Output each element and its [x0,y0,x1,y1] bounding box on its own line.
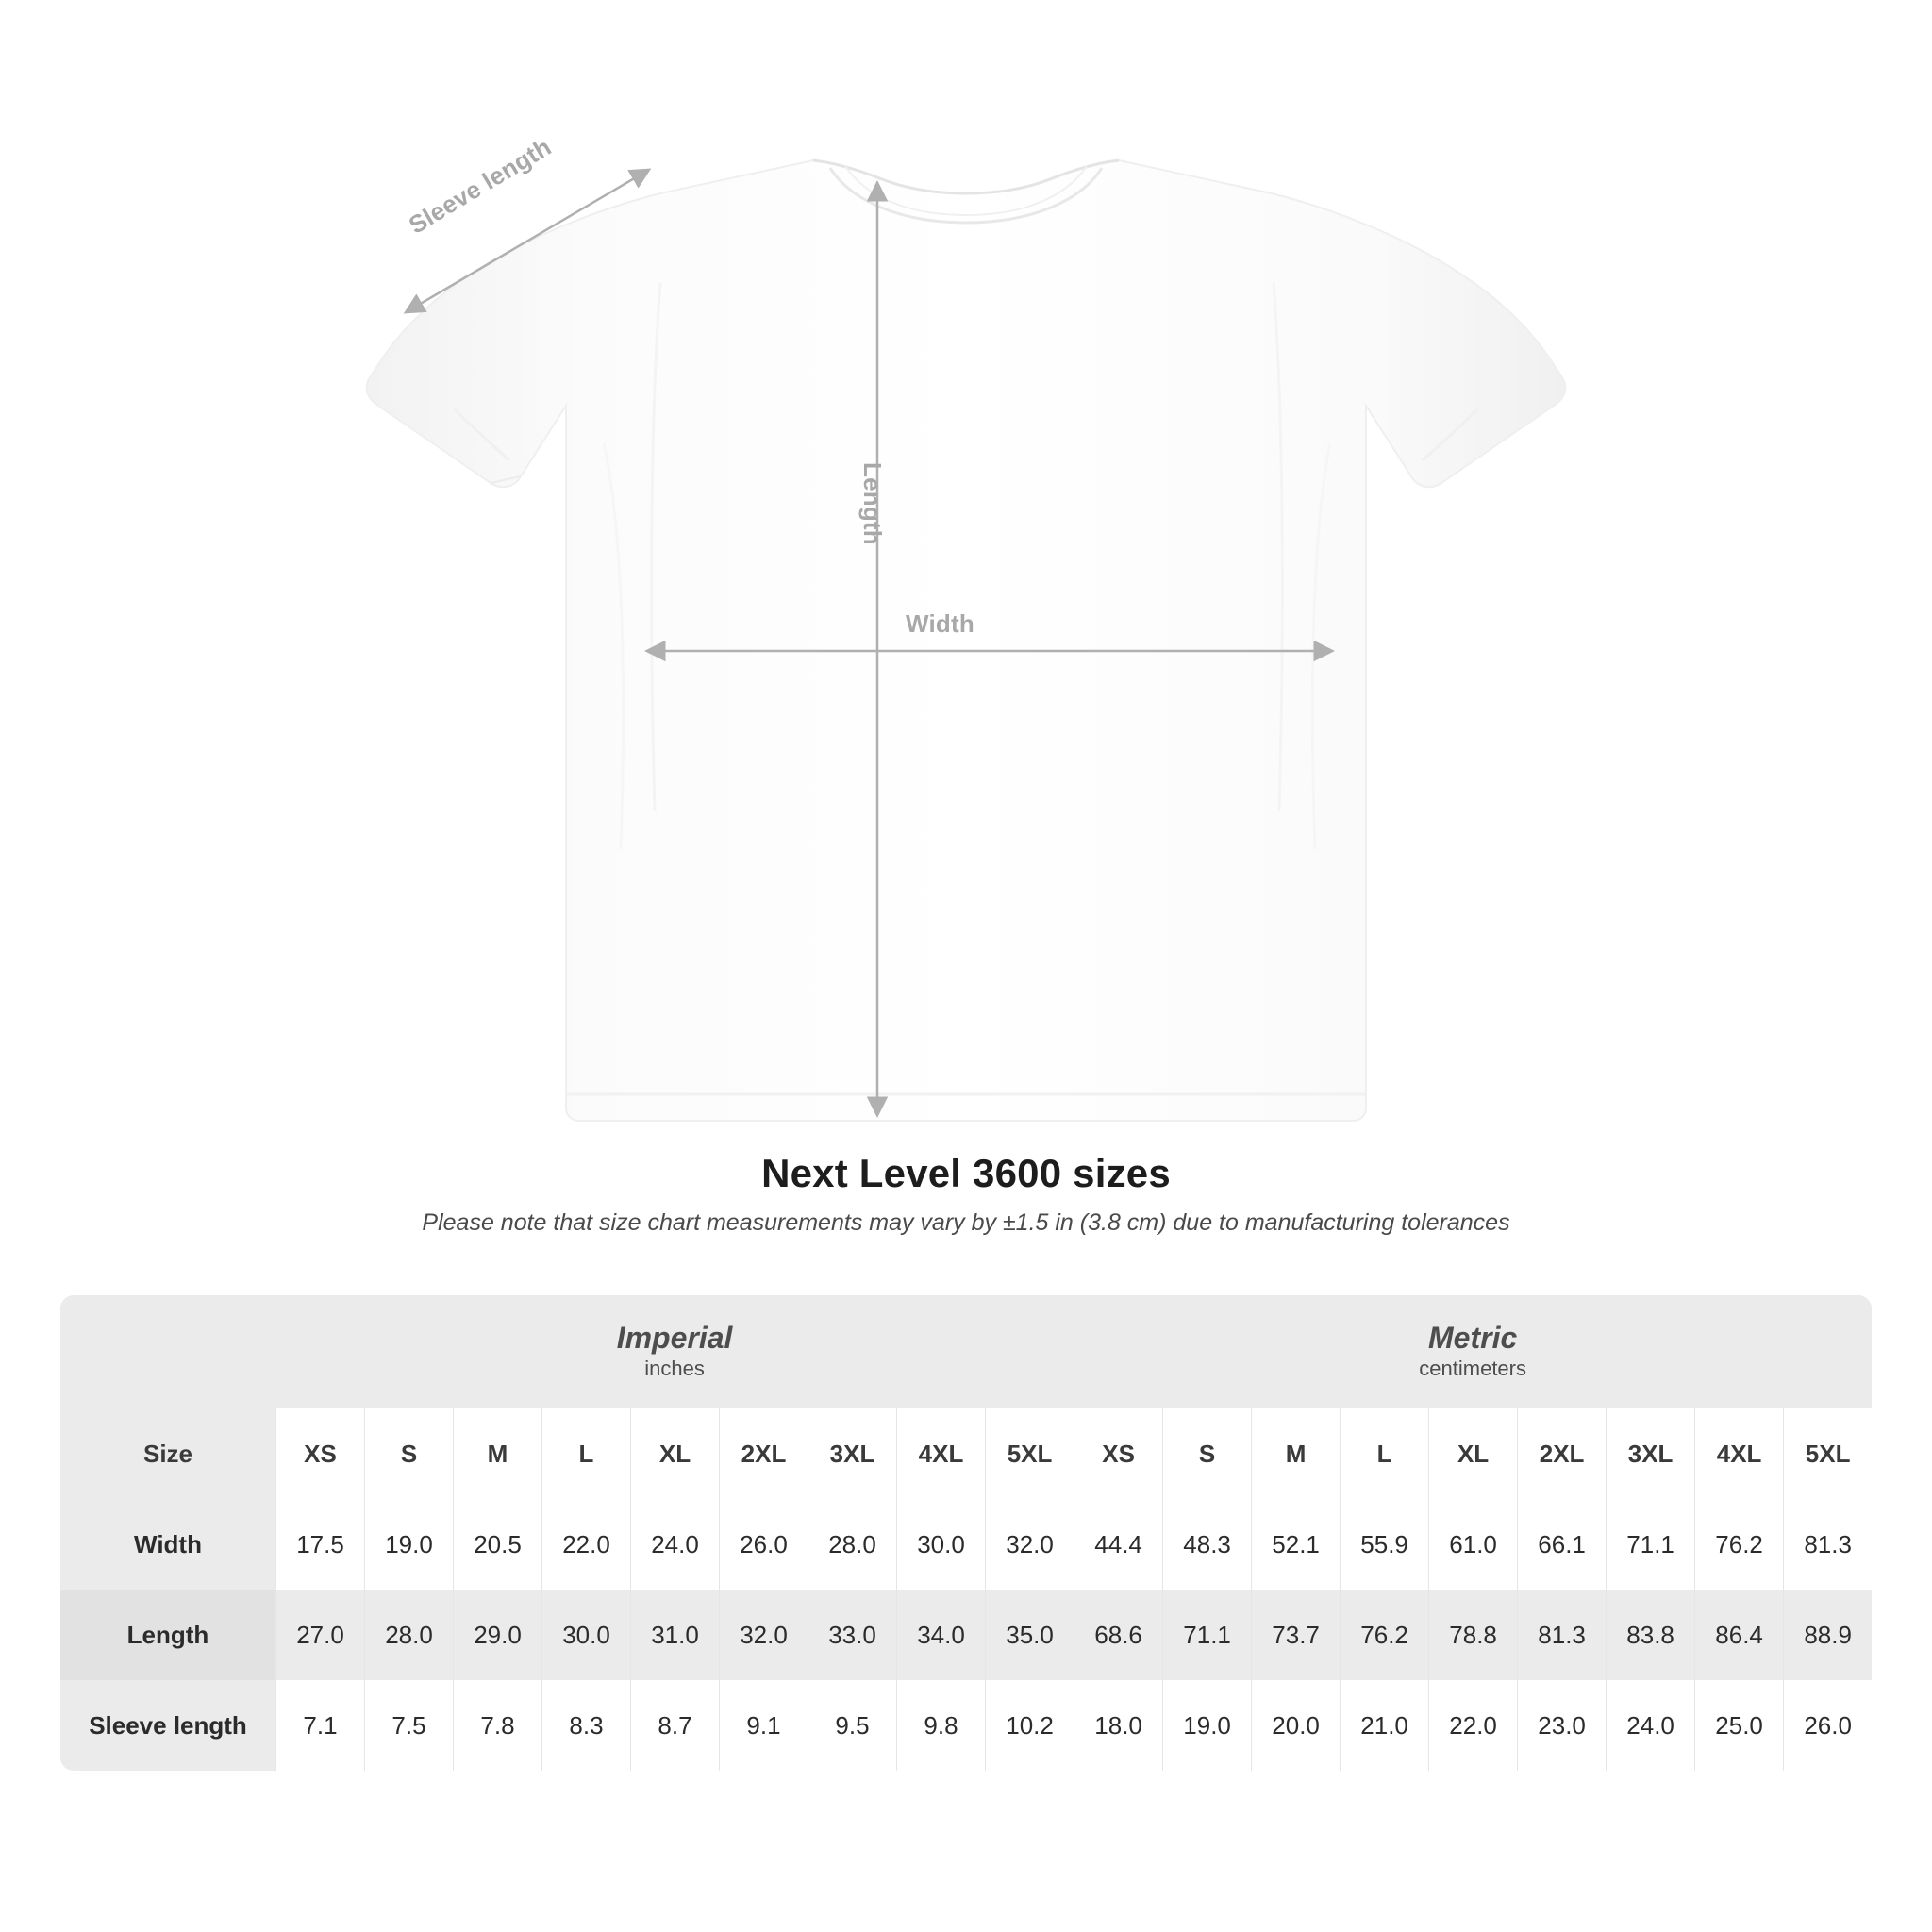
table-row [60,1680,1872,1771]
cell-sleeve-length-imperial-3xl: 9.5 [808,1680,896,1771]
cell-sleeve-length-metric-3xl: 24.0 [1606,1680,1694,1771]
cell-length-imperial-4xl: 34.0 [896,1590,985,1680]
cell-width-metric-m: 52.1 [1251,1499,1340,1590]
cell-width-metric-4xl: 76.2 [1694,1499,1783,1590]
table-unit-header-row [60,1295,1872,1408]
size-header-s-metric: S [1162,1408,1251,1499]
cell-length-metric-5xl: 88.9 [1783,1590,1872,1680]
cell-sleeve-length-imperial-xs: 7.1 [275,1680,364,1771]
size-header-m-metric: M [1251,1408,1340,1499]
cell-sleeve-length-metric-m: 20.0 [1251,1680,1340,1771]
cell-sleeve-length-metric-5xl: 26.0 [1783,1680,1872,1771]
unit-subtitle: inches [644,1357,705,1381]
cell-width-metric-xs: 44.4 [1074,1499,1162,1590]
size-header-3xl-metric: 3XL [1606,1408,1694,1499]
cell-length-metric-m: 73.7 [1251,1590,1340,1680]
size-chart-table-wrapper [60,1295,1872,1771]
cell-length-imperial-s: 28.0 [364,1590,453,1680]
cell-width-imperial-4xl: 30.0 [896,1499,985,1590]
cell-width-imperial-3xl: 28.0 [808,1499,896,1590]
row-label-length: Length [60,1590,275,1680]
cell-sleeve-length-imperial-s: 7.5 [364,1680,453,1771]
cell-width-imperial-xs: 17.5 [275,1499,364,1590]
row-label-width: Width [60,1499,275,1590]
cell-length-metric-s: 71.1 [1162,1590,1251,1680]
cell-sleeve-length-metric-4xl: 25.0 [1694,1680,1783,1771]
cell-width-imperial-l: 22.0 [541,1499,630,1590]
size-header-2xl-imperial: 2XL [719,1408,808,1499]
size-header-4xl-metric: 4XL [1694,1408,1783,1499]
cell-sleeve-length-metric-2xl: 23.0 [1517,1680,1606,1771]
cell-length-imperial-3xl: 33.0 [808,1590,896,1680]
cell-sleeve-length-imperial-4xl: 9.8 [896,1680,985,1771]
cell-width-imperial-m: 20.5 [453,1499,541,1590]
size-chart-table [60,1295,1872,1771]
cell-length-imperial-xl: 31.0 [630,1590,719,1680]
cell-width-imperial-5xl: 32.0 [985,1499,1074,1590]
cell-width-imperial-xl: 24.0 [630,1499,719,1590]
cell-length-metric-l: 76.2 [1340,1590,1428,1680]
cell-length-imperial-l: 30.0 [541,1590,630,1680]
size-header-s-imperial: S [364,1408,453,1499]
unit-subtitle: centimeters [1419,1357,1526,1381]
size-header-m-imperial: M [453,1408,541,1499]
title-block [0,1151,1932,1237]
cell-sleeve-length-metric-l: 21.0 [1340,1680,1428,1771]
size-row-label: Size [60,1408,275,1499]
cell-length-metric-xs: 68.6 [1074,1590,1162,1680]
unit-header-imperial [275,1295,1074,1408]
cell-length-imperial-5xl: 35.0 [985,1590,1074,1680]
row-label-sleeve-length: Sleeve length [60,1680,275,1771]
cell-sleeve-length-metric-xs: 18.0 [1074,1680,1162,1771]
unit-header-metric [1074,1295,1872,1408]
table-size-header-row [60,1408,1872,1499]
size-header-2xl-metric: 2XL [1517,1408,1606,1499]
size-header-l-metric: L [1340,1408,1428,1499]
cell-sleeve-length-metric-s: 19.0 [1162,1680,1251,1771]
cell-width-metric-2xl: 66.1 [1517,1499,1606,1590]
size-header-3xl-imperial: 3XL [808,1408,896,1499]
size-header-xs-metric: XS [1074,1408,1162,1499]
cell-width-metric-l: 55.9 [1340,1499,1428,1590]
cell-length-imperial-2xl: 32.0 [719,1590,808,1680]
cell-sleeve-length-imperial-2xl: 9.1 [719,1680,808,1771]
cell-sleeve-length-imperial-l: 8.3 [541,1680,630,1771]
cell-width-metric-xl: 61.0 [1428,1499,1517,1590]
sleeve-length-label: Sleeve length [404,132,557,240]
cell-length-imperial-xs: 27.0 [275,1590,364,1680]
size-header-5xl-imperial: 5XL [985,1408,1074,1499]
cell-width-imperial-s: 19.0 [364,1499,453,1590]
size-header-4xl-imperial: 4XL [896,1408,985,1499]
size-header-xl-imperial: XL [630,1408,719,1499]
size-header-5xl-metric: 5XL [1783,1408,1872,1499]
unit-name: Imperial [616,1321,733,1356]
cell-sleeve-length-imperial-5xl: 10.2 [985,1680,1074,1771]
width-label: Width [906,609,974,638]
tshirt-shape [367,160,1566,1121]
cell-width-metric-s: 48.3 [1162,1499,1251,1590]
size-header-l-imperial: L [541,1408,630,1499]
cell-width-metric-3xl: 71.1 [1606,1499,1694,1590]
length-label: Length [858,462,887,545]
page-subtitle: Please note that size chart measurements may vary by ±1.5 in (3.8 cm) due to manufacturing tolerances [422,1209,1510,1236]
cell-sleeve-length-imperial-m: 7.8 [453,1680,541,1771]
table-row [60,1499,1872,1590]
cell-width-imperial-2xl: 26.0 [719,1499,808,1590]
page-title: Next Level 3600 sizes [761,1151,1171,1195]
table-row [60,1590,1872,1680]
unit-name: Metric [1428,1321,1518,1356]
cell-length-metric-2xl: 81.3 [1517,1590,1606,1680]
table-corner-cell [60,1295,275,1408]
cell-length-imperial-m: 29.0 [453,1590,541,1680]
cell-sleeve-length-imperial-xl: 8.7 [630,1680,719,1771]
cell-length-metric-4xl: 86.4 [1694,1590,1783,1680]
cell-width-metric-5xl: 81.3 [1783,1499,1872,1590]
cell-length-metric-xl: 78.8 [1428,1590,1517,1680]
size-header-xl-metric: XL [1428,1408,1517,1499]
cell-length-metric-3xl: 83.8 [1606,1590,1694,1680]
cell-sleeve-length-metric-xl: 22.0 [1428,1680,1517,1771]
size-header-xs-imperial: XS [275,1408,364,1499]
